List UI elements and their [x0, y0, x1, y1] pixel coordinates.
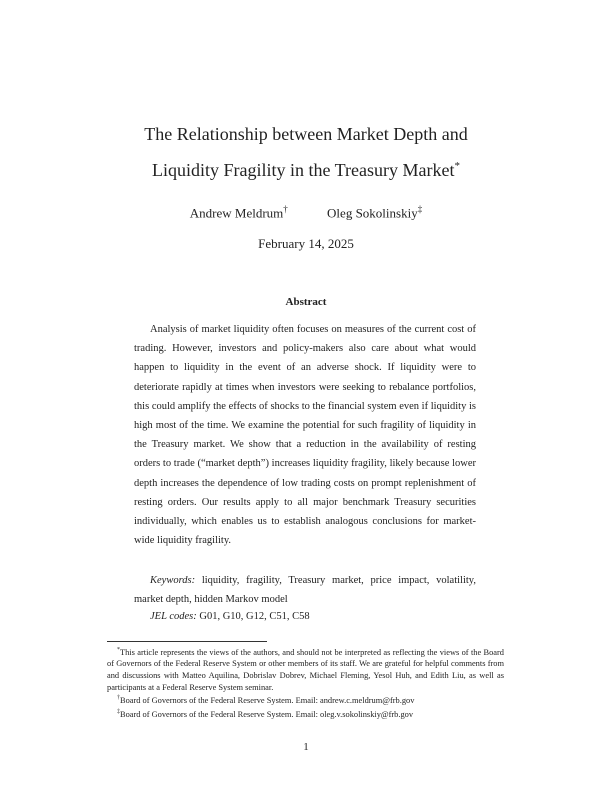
footnote-2-text: Board of Governors of the Federal Reserve System. Email: andrew.c.meldrum@frb.gov	[120, 695, 415, 705]
page-number: 1	[303, 741, 309, 753]
author-2	[327, 204, 422, 221]
footnote-divider	[107, 641, 267, 642]
footnote-2-mark: †	[117, 695, 120, 702]
jel-codes	[150, 611, 476, 622]
title-line-2-text: Liquidity Fragility in the Treasury Market	[152, 160, 455, 180]
footnote-1-text: This article represents the views of the authors, and should not be interpreted as reflecting the views of the Board of Governors of the Federal Reserve System or other members of its staff. We are grateful for helpful comments from and discussions with Matteo Aquilina, Dobrislav Dobrev, Michael Fleming, Yesol Huh, and Edith Liu, as well as participants at a Federal Reserve System seminar.	[107, 647, 504, 692]
keywords-text: liquidity, fragility, Treasury market, price impact, volatility, market depth, hidden Markov model	[134, 575, 476, 606]
abstract-heading: Abstract	[285, 296, 327, 308]
title-line-2	[0, 160, 612, 181]
abstract-text: Analysis of market liquidity often focuses on measures of the current cost of trading. However, investors and policy-makers also care about what would happen to liquidity in the event of an adverse shock. If liquidity were to deteriorate rapidly at times when investors were seeking to rebalance portfolios, this could amplify the effects of shocks to the financial system even if liquidity is high most of the time. We examine the potential for such fragility of liquidity in the Treasury market. We show that a reduction in the availability of resting orders to trade (“market depth”) increases liquidity fragility, likely because lower depth increases the dependence of low trading costs on prompt replenishment of resting orders. Our results apply to all major benchmark Treasury securities individually, which enables us to establish analogous conclusions for market-wide liquidity fragility.	[134, 324, 476, 547]
author-1-name: Andrew Meldrum	[189, 205, 284, 221]
footnote-1-mark: *	[117, 647, 120, 653]
title-line-1	[0, 124, 612, 145]
footnote-3-text: Board of Governors of the Federal Reserve System. Email: oleg.v.sokolinskiy@frb.gov	[120, 709, 414, 719]
footnote-2	[107, 693, 504, 706]
title-footnote-mark: *	[454, 160, 460, 172]
publication-date: February 14, 2025	[258, 236, 354, 251]
keywords	[134, 571, 476, 609]
footnote-3-mark: ‡	[117, 708, 120, 715]
author-list	[0, 204, 612, 221]
footnote-3	[107, 707, 504, 720]
jel-label: JEL codes:	[150, 611, 197, 622]
keywords-label: Keywords:	[150, 575, 196, 586]
author-1	[190, 204, 288, 221]
author-1-mark: †	[283, 204, 288, 214]
title-line-1-text: The Relationship between Market Depth and	[144, 124, 468, 144]
author-2-name: Oleg Sokolinskiy	[327, 205, 418, 221]
jel-text: G01, G10, G12, C51, C58	[199, 611, 310, 622]
author-2-mark: ‡	[417, 204, 423, 214]
footnotes	[107, 645, 504, 720]
footnote-1	[107, 645, 504, 693]
